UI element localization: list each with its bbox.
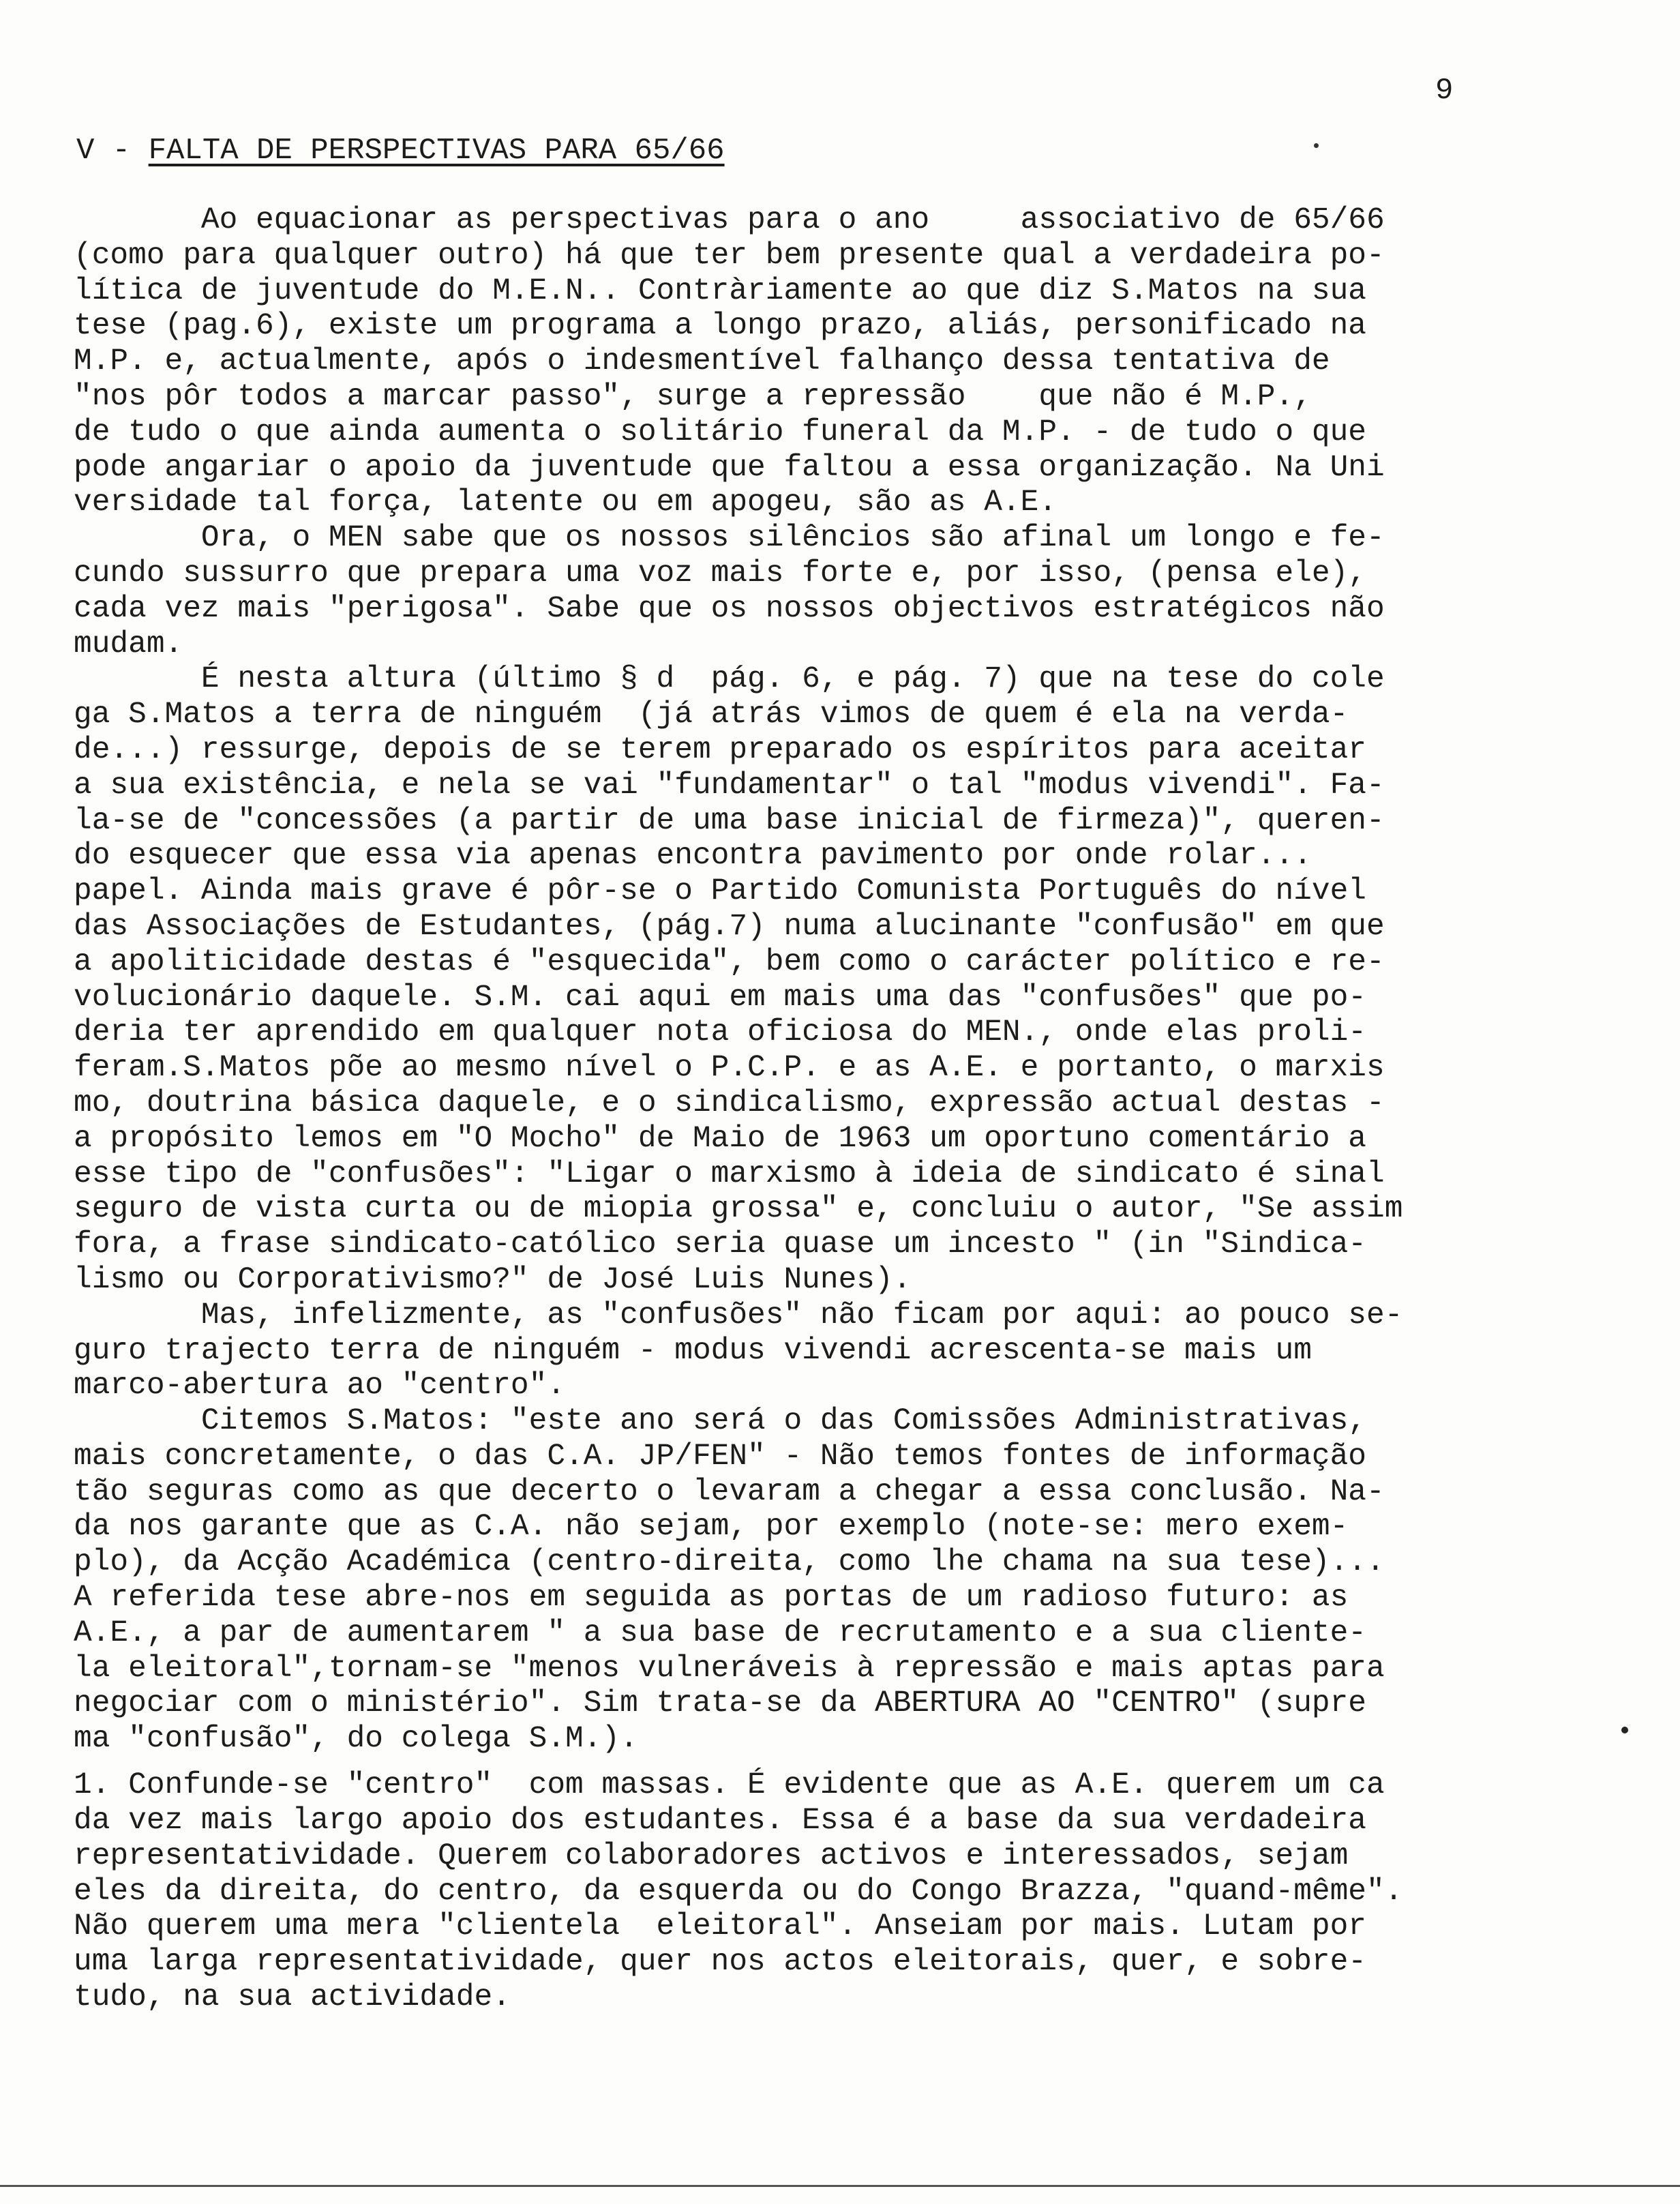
- text-line: a apoliticidade destas é "esquecida", bem como o carácter político e re-: [74, 944, 1385, 979]
- text-line: Citemos S.Matos: "este ano será o das Comissões Administrativas,: [74, 1404, 1367, 1439]
- text-line: Mas, infelizmente, as "confusões" não ficam por aqui: ao pouco se-: [74, 1298, 1403, 1332]
- text-line: M.P. e, actualmente, após o indesmentível falhanço dessa tentativa de: [74, 344, 1330, 379]
- text-line: É nesta altura (último § d pág. 6, e pág. 7) que na tese do cole: [74, 662, 1385, 697]
- text-line: papel. Ainda mais grave é pôr-se o Partido Comunista Português do nível: [74, 874, 1367, 909]
- text-line: (como para qualquer outro) há que ter bem presente qual a verdadeira po-: [74, 238, 1385, 273]
- text-line: a sua existência, e nela se vai "fundamentar" o tal "modus vivendi". Fa-: [74, 768, 1385, 803]
- text-line: Não querem uma mera "clientela eleitoral". Anseiam por mais. Lutam por: [74, 1909, 1367, 1944]
- text-line: plo), da Acção Académica (centro-direita, como lhe chama na sua tese)...: [74, 1545, 1385, 1580]
- text-line: feram.S.Matos põe ao mesmo nível o P.C.P. e as A.E. e portanto, o marxis: [74, 1051, 1385, 1086]
- text-line: da nos garante que as C.A. não sejam, por exemplo (note-se: mero exem-: [74, 1510, 1349, 1545]
- text-line: ma "confusão", do colega S.M.).: [74, 1722, 638, 1757]
- section-heading: [76, 134, 725, 168]
- text-line: a propósito lemos em "O Mocho" de Maio de 1963 um oportuno comentário a: [74, 1121, 1367, 1156]
- section-roman-numeral: V: [76, 134, 95, 168]
- text-line: representatividade. Querem colaboradores activos e interessados, sejam: [74, 1838, 1349, 1873]
- text-line: lismo ou Corporativismo?" de José Luis Nunes).: [74, 1262, 912, 1297]
- text-line: do esquecer que essa via apenas encontra pavimento por onde rolar...: [74, 839, 1312, 874]
- text-line: esse tipo de "confusões": "Ligar o marxismo à ideia de sindicato é sinal: [74, 1157, 1385, 1191]
- text-line: versidade tal força, latente ou em apogeu, são as A.E.: [74, 486, 1058, 520]
- text-line: marco-abertura ao "centro".: [74, 1369, 566, 1403]
- text-line: cundo sussurro que prepara uma voz mais forte e, por isso, (pensa ele),: [74, 556, 1367, 591]
- text-line: de tudo o que ainda aumenta o solitário funeral da M.P. - de tudo o que: [74, 415, 1367, 449]
- ink-dot: [1314, 143, 1319, 148]
- text-line: volucionário daquele. S.M. cai aqui em mais uma das "confusões" que po-: [74, 980, 1367, 1015]
- text-line: mais concretamente, o das C.A. JP/FEN" - Não temos fontes de informação: [74, 1439, 1367, 1474]
- text-line: guro trajecto terra de ninguém - modus vivendi acrescenta-se mais um: [74, 1333, 1312, 1368]
- text-line: mudam.: [74, 627, 183, 661]
- margin-ink-dot: [1621, 1727, 1628, 1733]
- text-line: da vez mais largo apoio dos estudantes. Essa é a base da sua verdadeira: [74, 1804, 1367, 1838]
- text-line: uma larga representatividade, quer nos actos eleitorais, quer, e sobre-: [74, 1945, 1367, 1980]
- text-line: cada vez mais "perigosa". Sabe que os nossos objectivos estratégicos não: [74, 591, 1385, 626]
- text-line: lítica de juventude do M.E.N.. Contràriamente ao que diz S.Matos na sua: [74, 273, 1367, 308]
- text-line: das Associações de Estudantes, (pág.7) numa alucinante "confusão" em que: [74, 909, 1385, 944]
- text-line: pode angariar o apoio da juventude que faltou a essa organização. Na Uni: [74, 450, 1385, 485]
- text-line: deria ter aprendido em qualquer nota oficiosa do MEN., onde elas proli-: [74, 1015, 1367, 1050]
- text-line: ga S.Matos a terra de ninguém (já atrás vimos de quem é ela na verda-: [74, 698, 1349, 732]
- text-line: A.E., a par de aumentarem " a sua base de recrutamento e a sua cliente-: [74, 1615, 1367, 1650]
- text-line: tão seguras como as que decerto o levaram a chegar a essa conclusão. Na-: [74, 1474, 1385, 1509]
- text-line: tese (pag.6), existe um programa a longo prazo, aliás, personificado na: [74, 309, 1367, 344]
- text-line: seguro de vista curta ou de miopia grossa" e, concluiu o autor, "Se assim: [74, 1192, 1403, 1227]
- text-line: de...) ressurge, depois de se terem preparado os espíritos para aceitar: [74, 732, 1367, 767]
- text-line: fora, a frase sindicato-católico seria quase um incesto " (in "Sindica-: [74, 1227, 1367, 1262]
- text-line: tudo, na sua actividade.: [74, 1980, 511, 2015]
- text-line: la-se de "concessões (a partir de uma base inicial de firmeza)", queren-: [74, 803, 1385, 838]
- text-line: Ora, o MEN sabe que os nossos silêncios são afinal um longo e fe-: [74, 521, 1385, 556]
- text-line: "nos pôr todos a marcar passo", surge a repressão que não é M.P.,: [74, 379, 1312, 414]
- text-line: mo, doutrina básica daquele, e o sindicalismo, expressão actual destas -: [74, 1086, 1385, 1120]
- section-title: FALTA DE PERSPECTIVAS PARA 65/66: [148, 134, 725, 168]
- text-line: 1. Confunde-se "centro" com massas. É evidente que as A.E. querem um ca: [74, 1768, 1385, 1803]
- page-number: 9: [1435, 74, 1454, 108]
- text-line: negociar com o ministério". Sim trata-se da ABERTURA AO "CENTRO" (supre: [74, 1686, 1367, 1721]
- text-line: eles da direita, do centro, da esquerda ou do Congo Brazza, "quand-même".: [74, 1874, 1403, 1909]
- text-line: Ao equacionar as perspectivas para o ano associativo de 65/66: [74, 203, 1385, 237]
- text-line: la eleitoral",tornam-se "menos vulneráveis à repressão e mais aptas para: [74, 1651, 1385, 1686]
- text-line: A referida tese abre-nos em seguida as portas de um radioso futuro: as: [74, 1581, 1349, 1615]
- body-text: [74, 203, 1615, 2016]
- section-dash: -: [94, 134, 149, 168]
- page-bottom-edge: [0, 2185, 1680, 2187]
